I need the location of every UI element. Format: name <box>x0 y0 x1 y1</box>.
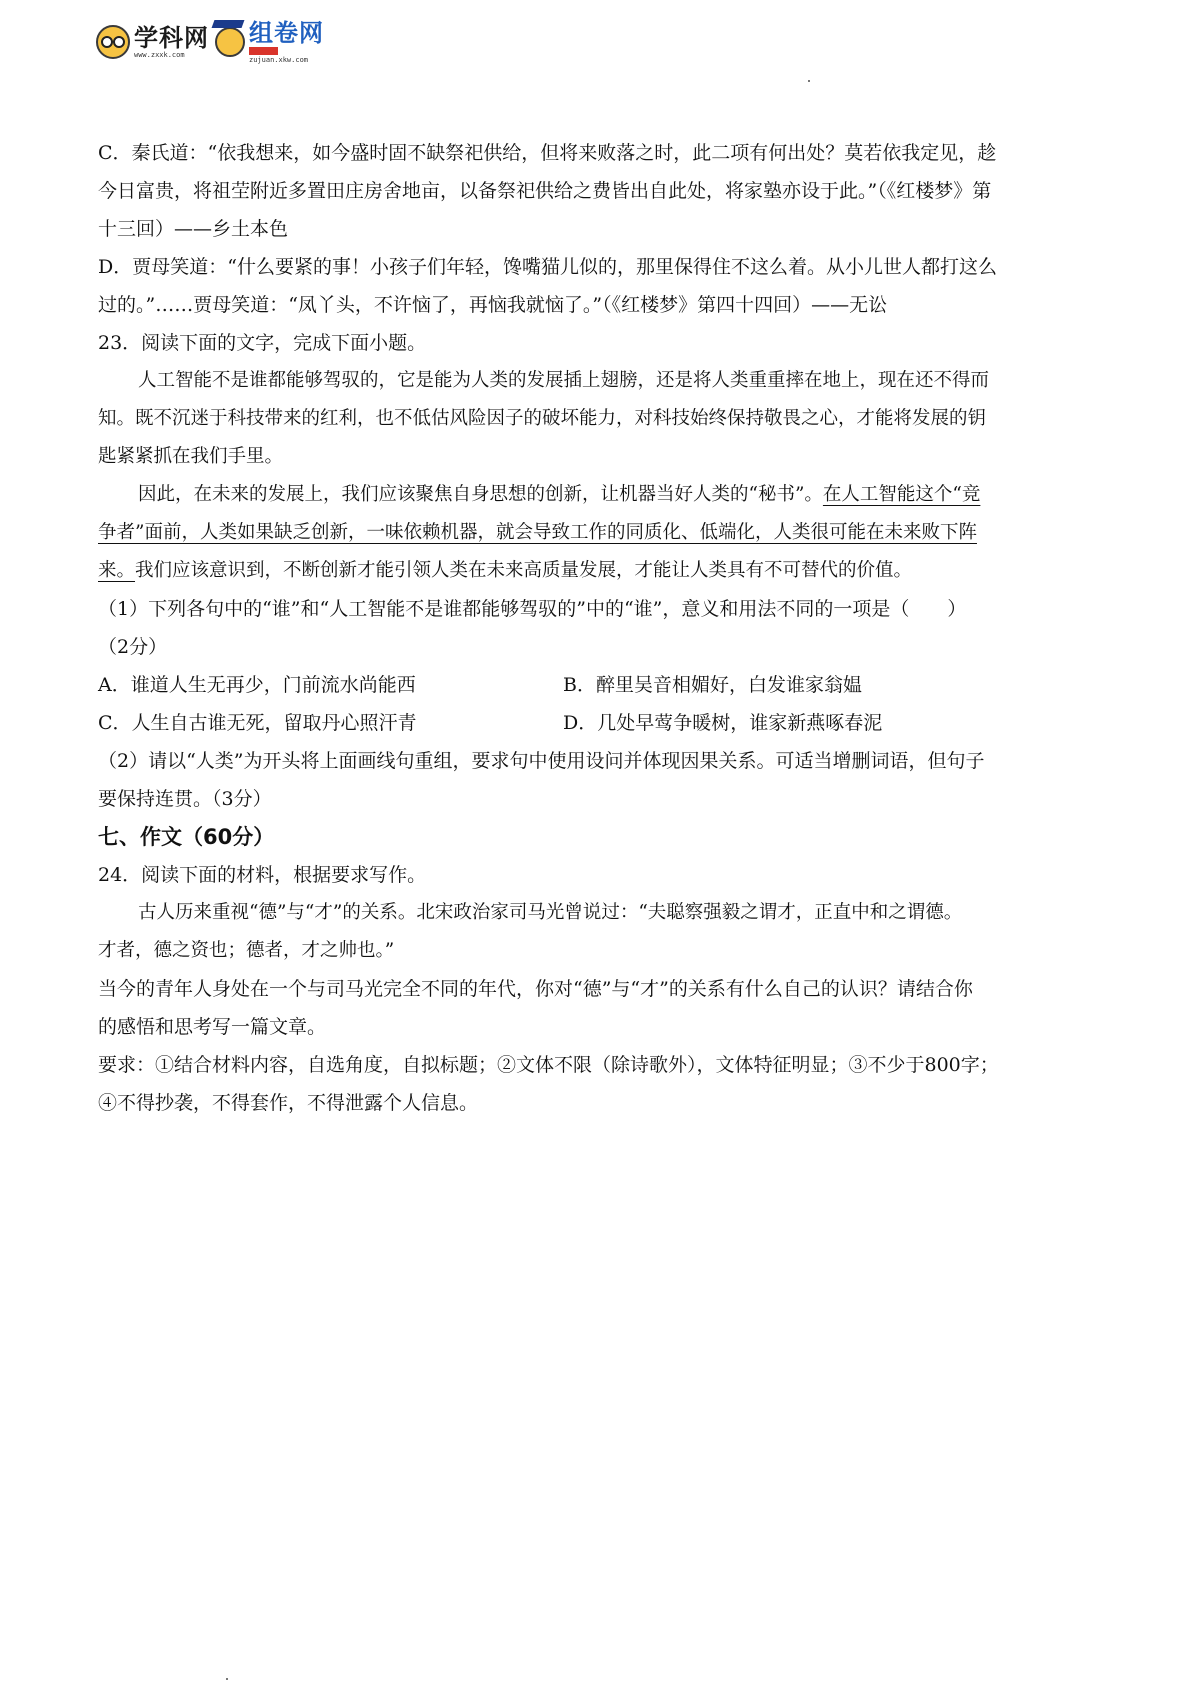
material-line-1: 古人历来重视“德”与“才”的关系。北宋政治家司马光曾说过：“夫聪察强毅之谓才，正直中和之谓德。 <box>138 902 963 923</box>
requirements-line-1: 要求：①结合材料内容，自选角度，自拟标题；②文体不限（除诗歌外），文体特征明显；③不少于800字； <box>98 1054 999 1076</box>
option-c-line-3: 十三回）——乡土本色 <box>98 218 289 240</box>
option-a: A．谁道人生无再少，门前流水尚能西 <box>98 674 416 696</box>
passage-p2-text: 因此，在未来的发展上，我们应该聚焦自身思想的创新，让机器当好人类的“秘书”。 <box>138 484 823 505</box>
logo-left <box>134 23 209 59</box>
subquestion-1-score: （2分） <box>98 636 168 658</box>
logo-right-text: 组卷网 <box>249 18 324 47</box>
option-d-line-2: 过的。”……贾母笑道：“凤丫头，不许恼了，再恼我就恼了。”（《红楼梦》第四十四回）——无讼 <box>98 294 888 316</box>
passage-p1-line-2: 知。既不沉迷于科技带来的红利，也不低估风险因子的破坏能力，对科技始终保持敬畏之心，才能将发展的钥 <box>98 408 987 429</box>
subquestion-2-line-2: 要保持连贯。（3分） <box>98 788 272 810</box>
speck-mark <box>808 80 810 82</box>
passage-p2-line-2 <box>98 514 1110 552</box>
subquestion-2-line-1: （2）请以“人类”为开头将上面画线句重组，要求句中使用设问并体现因果关系。可适当增删词语，但句子 <box>98 750 985 772</box>
option-d-line-1: D．贾母笑道：“什么要紧的事！小孩子们年轻，馋嘴猫儿似的，那里保得住不这么着。从小儿世人都打这么 <box>98 256 997 278</box>
subquestion-1-line-1: （1）下列各句中的“谁”和“人工智能不是谁都能够驾驭的”中的“谁”，意义和用法不同的一项是（ ） <box>98 598 967 620</box>
mascot-icon <box>96 25 130 59</box>
option-b: B．醉里吴音相媚好，白发谁家翁媪 <box>563 674 862 696</box>
prompt-line-1: 当今的青年人身处在一个与司马光完全不同的年代，你对“德”与“才”的关系有什么自己的认识？请结合你 <box>98 978 973 1000</box>
logo-left-url: www.zxxk.com <box>134 50 185 59</box>
option-d: D．几处早莺争暖树，谁家新燕啄春泥 <box>563 712 883 734</box>
question-24: 24．阅读下面的材料，根据要求写作。 <box>98 864 427 886</box>
logo-right-url: zujuan.xkw.com <box>249 55 309 64</box>
passage-p1-line-3: 匙紧紧抓在我们手里。 <box>98 446 284 467</box>
options-row-2 <box>98 704 1110 742</box>
prompt-line-2: 的感悟和思考写一篇文章。 <box>98 1016 327 1038</box>
underlined-sentence-end: 来。 <box>98 560 136 581</box>
passage-p2-line-1 <box>98 476 1110 514</box>
document-body <box>98 134 1110 1122</box>
logo-badge <box>249 47 278 55</box>
passage-p2-tail: 我们应该意识到，不断创新才能引领人类在未来高质量发展，才能让人类具有不可替代的价值。 <box>135 560 913 581</box>
underlined-sentence-start: 在人工智能这个“竞 <box>822 484 981 505</box>
material-line-2: 才者，德之资也；德者，才之帅也。” <box>98 940 395 961</box>
options-row-1 <box>98 666 1110 704</box>
option-c-line-2: 今日富贵，将祖茔附近多置田庄房舍地亩，以备祭祀供给之费皆出自此处，将家塾亦设于此。”（《红楼梦》第 <box>98 180 992 202</box>
passage-p2-line-3 <box>98 552 1110 590</box>
requirements-line-2: ④不得抄袭，不得套作，不得泄露个人信息。 <box>98 1092 479 1114</box>
logo-left-text: 学科网 <box>134 23 209 52</box>
speck-mark <box>226 1678 228 1680</box>
underlined-sentence-middle: 争者”面前，人类如果缺乏创新，一味依赖机器，就会导致工作的同质化、低端化，人类很可能在未来败下阵 <box>98 522 977 543</box>
option-c: C．人生自古谁无死，留取丹心照汗青 <box>98 712 417 734</box>
mascot-graduate-icon <box>215 27 245 57</box>
section-7-heading: 七、作文（60分） <box>98 825 275 849</box>
option-c-line-1: C．秦氏道：“依我想来，如今盛时固不缺祭祀供给，但将来败落之时，此二项有何出处？莫若依我定见，趁 <box>98 142 997 164</box>
site-logo <box>96 18 324 66</box>
logo-right <box>249 18 324 64</box>
passage-p1-line-1: 人工智能不是谁都能够驾驭的，它是能为人类的发展插上翅膀，还是将人类重重摔在地上，现在还不得而 <box>138 370 990 391</box>
question-23: 23．阅读下面的文字，完成下面小题。 <box>98 332 427 354</box>
